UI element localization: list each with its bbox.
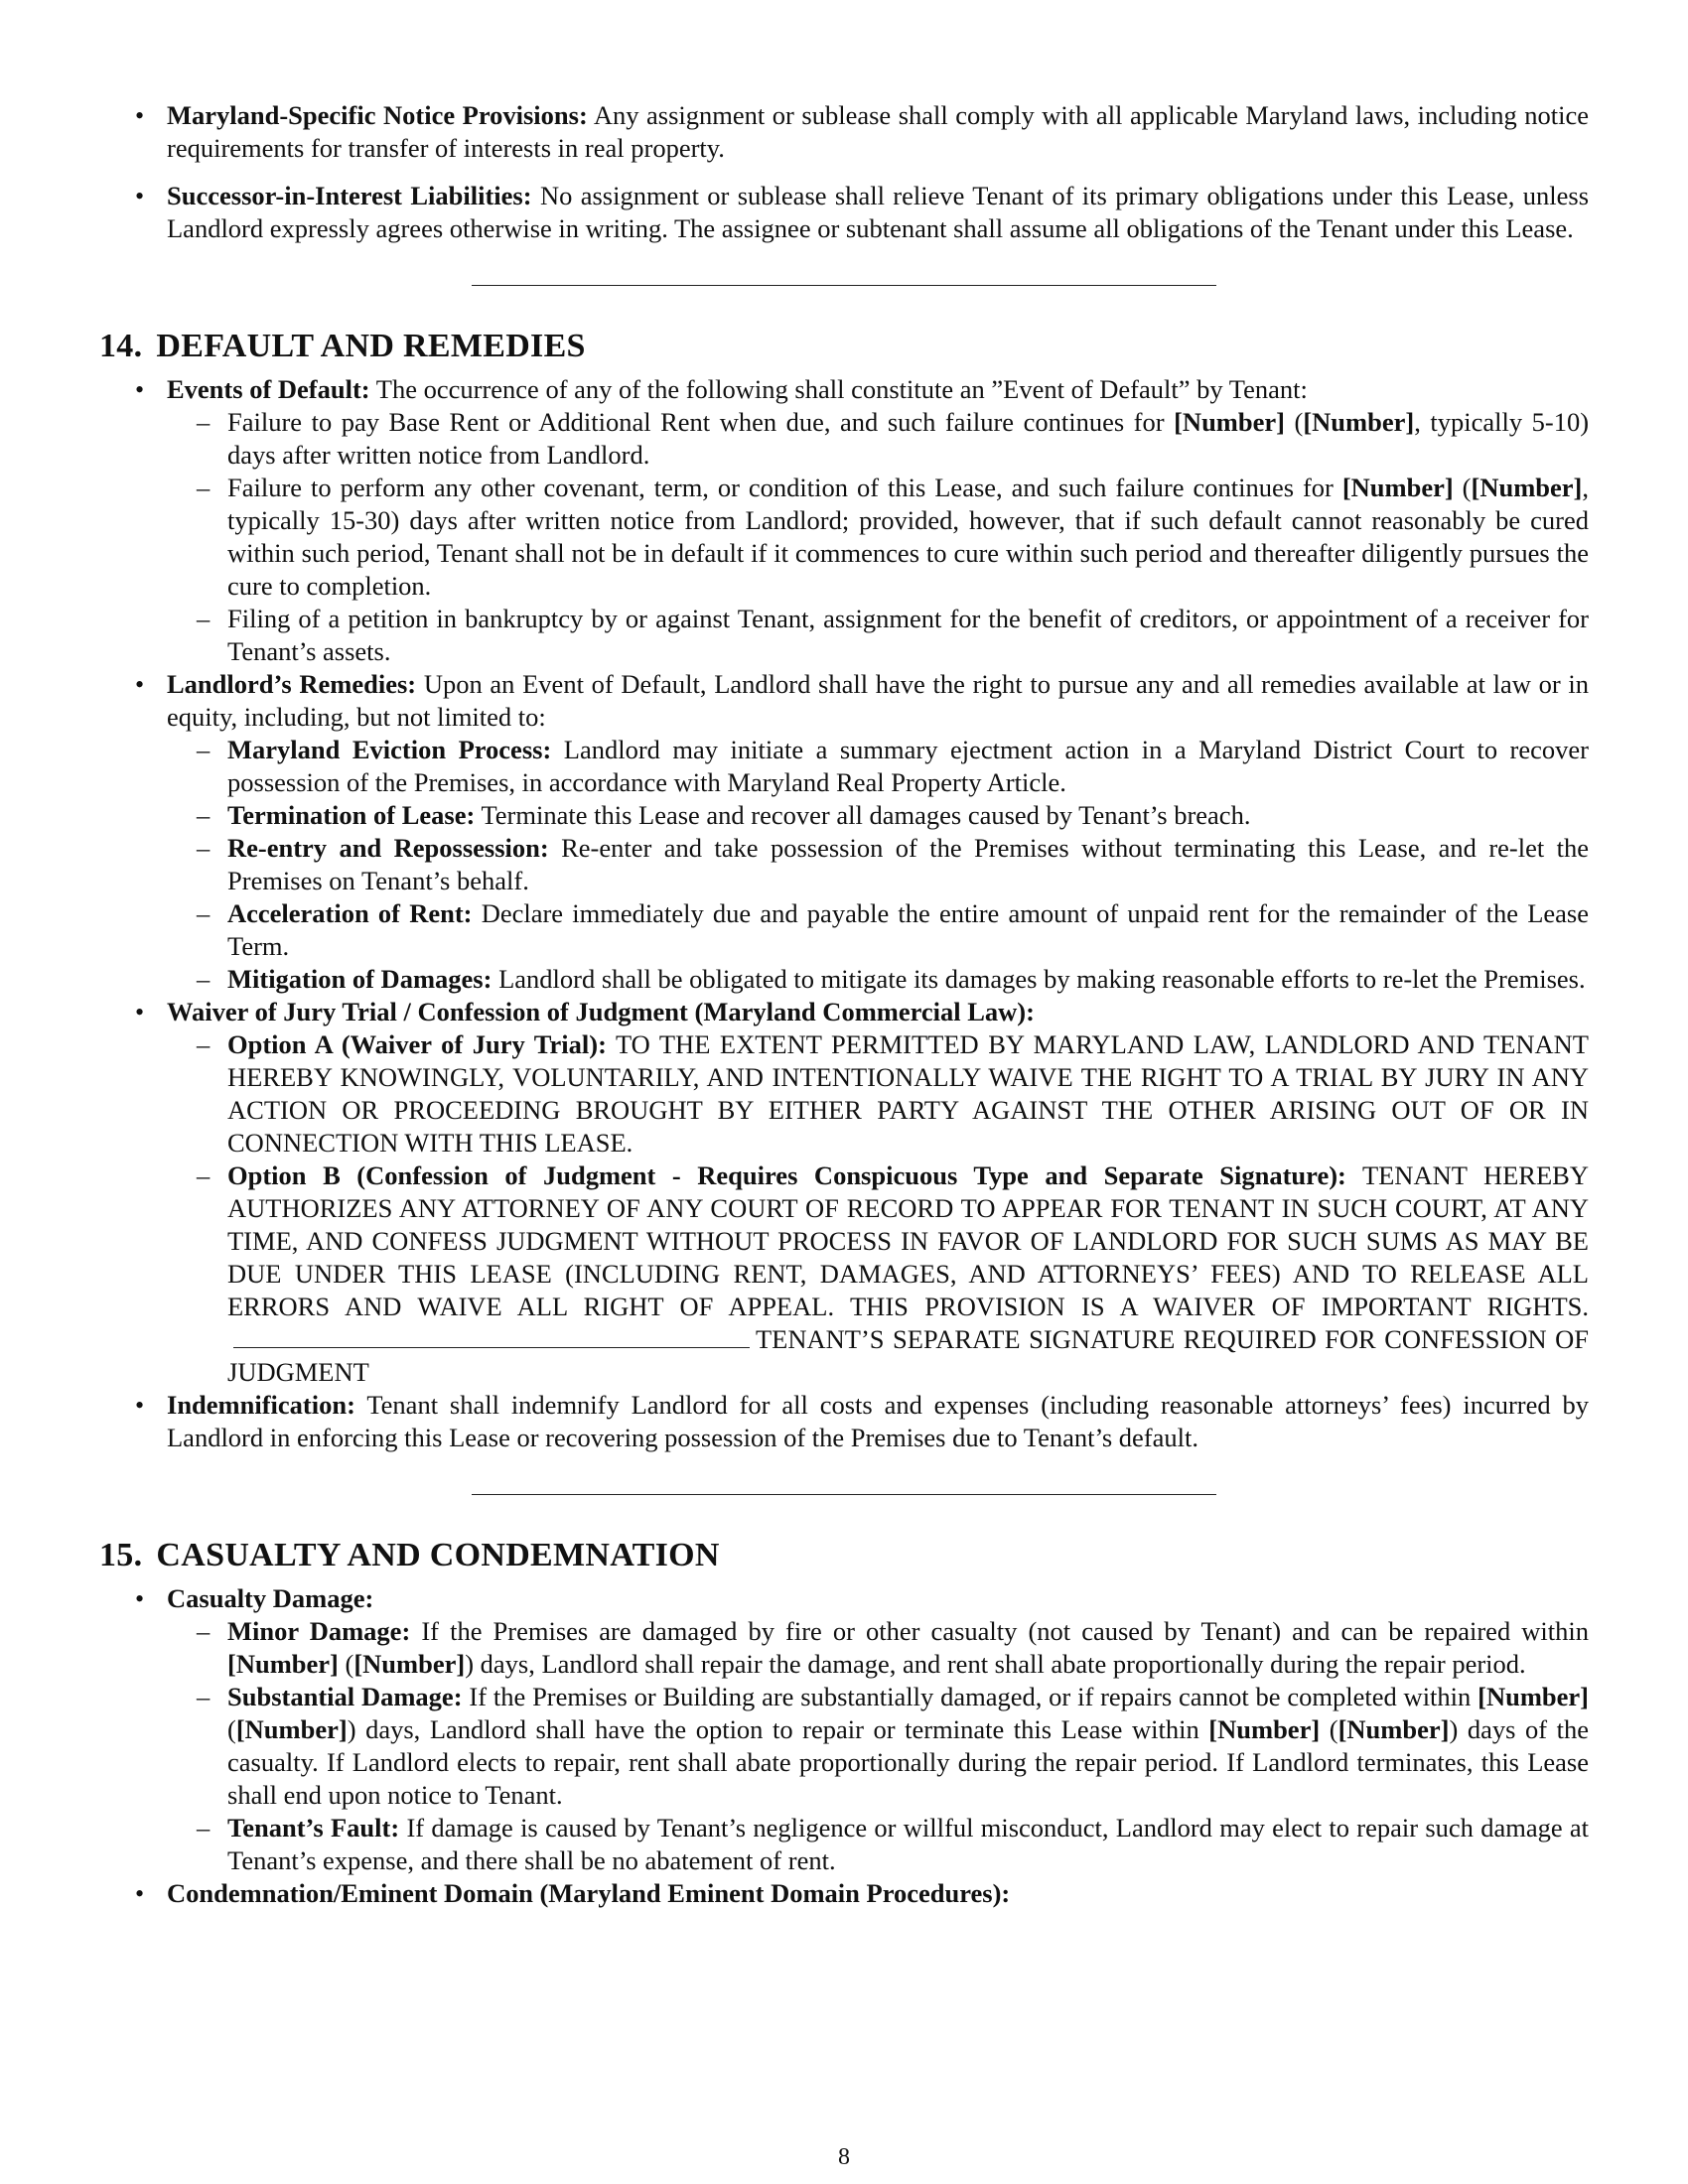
item-label: Successor-in-Interest Liabilities:	[167, 181, 532, 210]
sub-item: – Mitigation of Damages: Landlord shall be obligated to mitigate its damages by making reasonable efforts to re-let the Premises.	[167, 963, 1589, 996]
default-remedies-list	[99, 373, 1589, 1454]
section-title: CASUALTY AND CONDEMNATION	[156, 1537, 720, 1573]
page-number: 8	[838, 2144, 850, 2170]
item-label: Events of Default:	[167, 374, 370, 404]
assignment-continued-list	[99, 99, 1589, 245]
casualty-sublist	[167, 1615, 1589, 1877]
sub-item: – Termination of Lease: Terminate this Lease and recover all damages caused by Tenant’s breach.	[167, 799, 1589, 832]
waiver-confession	[99, 996, 1589, 1389]
landlord-remedies	[99, 668, 1589, 996]
section-divider	[472, 1494, 1216, 1495]
casualty-damage	[99, 1582, 1589, 1877]
option-a: – Option A (Waiver of Jury Trial): TO THE EXTENT PERMITTED BY MARYLAND LAW, LANDLORD AND TENANT HEREBY KNOWINGLY, VOLUNTARILY, AND INTENTIONALLY WAIVE THE RIGHT TO A TRIAL BY JURY IN ANY ACTION OR PROCEEDING BROUGHT BY EITHER PARTY AGAINST THE OTHER ARISING OUT OF OR IN CONNECTION WITH THIS LEASE.	[167, 1028, 1589, 1160]
sub-item: – Maryland Eviction Process: Landlord may initiate a summary ejectment action in a Maryland District Court to recover possession of the Premises, in accordance with Maryland Real Property Article.	[167, 734, 1589, 799]
events-of-default	[99, 373, 1589, 668]
document-page	[99, 99, 1589, 1910]
item-label: Landlord’s Remedies:	[167, 669, 417, 699]
events-sublist	[167, 406, 1589, 668]
number-placeholder: [Number]	[1303, 407, 1415, 437]
sub-item: – Tenant’s Fault: If damage is caused by Tenant’s negligence or willful misconduct, Landlord may elect to repair such damage at Tenant’s expense, and there shall be no abatement of rent.	[167, 1812, 1589, 1877]
list-item	[99, 180, 1589, 245]
section-number: 14.	[99, 328, 143, 364]
waiver-sublist	[167, 1028, 1589, 1389]
option-b: – Option B (Confession of Judgment - Requires Conspicuous Type and Separate Signature): TENANT HEREBY AUTHORIZES ANY ATTORNEY OF ANY COURT OF RECORD TO APPEAR FOR TENANT IN SUCH COURT, AT ANY TIME, AND CONFESS JUDGMENT WITHOUT PROCESS IN FAVOR OF LANDLORD FOR SUCH SUMS AS MAY BE DUE UNDER THIS LEASE (INCLUDING RENT, DAMAGES, AND ATTORNEYS’ FEES) AND TO RELEASE ALL ERRORS AND WAIVE ALL RIGHT OF APPEAL. THIS PROVISION IS A WAIVER OF IMPORTANT RIGHTS.TENANT’S SEPARATE SIGNATURE REQUIRED FOR CONFESSION OF JUDGMENT	[167, 1160, 1589, 1389]
item-text: Upon an Event of Default, Landlord shall have the right to pursue any and all remedies available at law or in equity, including, but not limited to:	[167, 669, 1589, 732]
item-label: Maryland-Specific Notice Provisions:	[167, 100, 588, 130]
signature-line[interactable]	[233, 1325, 750, 1348]
sub-item: – Acceleration of Rent: Declare immediately due and payable the entire amount of unpaid rent for the remainder of the Lease Term.	[167, 897, 1589, 963]
item-text: Any assignment or sublease shall comply with all applicable Maryland laws, including notice requirements for transfer of interests in real property.	[167, 100, 1590, 163]
sub-item: – Substantial Damage: If the Premises or Building are substantially damaged, or if repairs cannot be completed within [Number] ([Number]) days, Landlord shall have the option to repair or terminate this Lease within [Number] ([Number]) days of the casualty. If Landlord elects to repair, rent shall abate proportionally during the repair period. If Landlord terminates, this Lease shall end upon notice to Tenant.	[167, 1681, 1589, 1812]
sub-item: – Filing of a petition in bankruptcy by or against Tenant, assignment for the benefit of creditors, or appointment of a receiver for Tenant’s assets.	[167, 603, 1589, 668]
item-label: Casualty Damage:	[167, 1583, 374, 1613]
section-number: 15.	[99, 1537, 143, 1573]
item-text: No assignment or sublease shall relieve Tenant of its primary obligations under this Lease, unless Landlord expressly agrees otherwise in writing. The assignee or subtenant shall assume all obligations of the Tenant under this Lease.	[167, 181, 1590, 243]
item-label: Condemnation/Eminent Domain (Maryland Eminent Domain Procedures):	[167, 1878, 1011, 1908]
sub-item: – Failure to perform any other covenant, term, or condition of this Lease, and such failure continues for [Number] ([Number], typically 15-30) days after written notice from Landlord; provided, however, that if such default cannot reasonably be cured within such period, Tenant shall not be in default if it commences to cure within such period and thereafter diligently pursues the cure to completion.	[167, 472, 1589, 603]
list-item	[99, 99, 1589, 165]
section-heading-14	[99, 328, 1589, 365]
sub-item: – Re-entry and Repossession: Re-enter and take possession of the Premises without terminating this Lease, and re-let the Premises on Tenant’s behalf.	[167, 832, 1589, 897]
number-placeholder: [Number]	[1471, 473, 1583, 502]
sub-item: – Failure to pay Base Rent or Additional Rent when due, and such failure continues for [Number] ([Number], typically 5-10) days after written notice from Landlord.	[167, 406, 1589, 472]
sub-item: – Minor Damage: If the Premises are damaged by fire or other casualty (not caused by Tenant) and can be repaired within [Number] ([Number]) days, Landlord shall repair the damage, and rent shall abate proportionally during the repair period.	[167, 1615, 1589, 1681]
item-text: The occurrence of any of the following shall constitute an ”Event of Default” by Tenant:	[375, 374, 1308, 404]
remedies-sublist	[167, 734, 1589, 996]
indemnification	[99, 1389, 1589, 1454]
number-placeholder: [Number]	[1341, 473, 1454, 502]
condemnation	[99, 1877, 1589, 1910]
section-divider	[472, 285, 1216, 286]
section-title: DEFAULT AND REMEDIES	[156, 328, 586, 364]
section-heading-15	[99, 1537, 1589, 1574]
item-label: Waiver of Jury Trial / Confession of Judgment (Maryland Commercial Law):	[167, 997, 1035, 1026]
item-label: Indemnification:	[167, 1390, 355, 1420]
number-placeholder: [Number]	[1174, 407, 1285, 437]
item-text: Tenant shall indemnify Landlord for all costs and expenses (including reasonable attorneys’ fees) incurred by Landlord in enforcing this Lease or recovering possession of the Premises due to Tenant’s default.	[167, 1390, 1589, 1452]
casualty-list	[99, 1582, 1589, 1910]
